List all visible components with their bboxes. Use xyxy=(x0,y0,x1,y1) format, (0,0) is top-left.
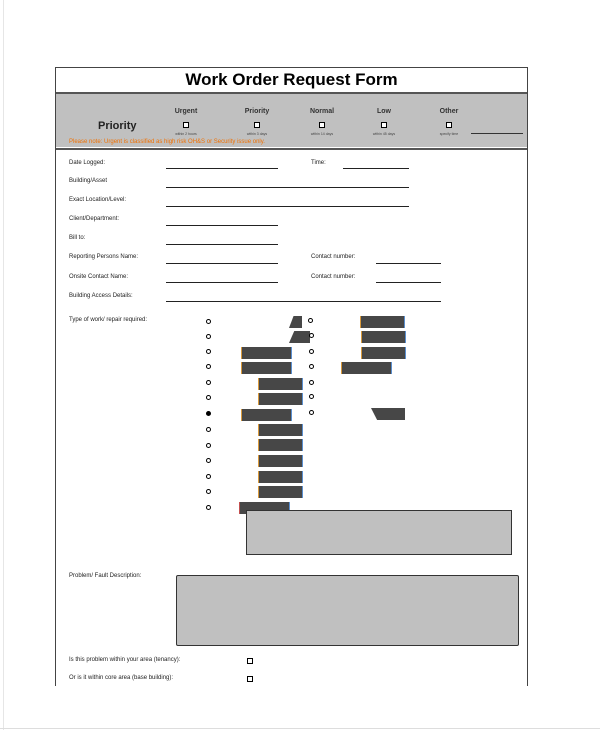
work-type-radio[interactable] xyxy=(206,349,211,354)
option-sub: within 2 hours xyxy=(175,132,197,136)
other-work-description-field[interactable] xyxy=(246,510,512,555)
work-type-radio[interactable] xyxy=(309,364,314,369)
tenancy-checkbox[interactable] xyxy=(247,658,253,664)
redacted-label xyxy=(241,362,292,374)
reporting-person-field[interactable] xyxy=(166,263,278,264)
other-specify-field[interactable] xyxy=(471,133,523,134)
option-name: Normal xyxy=(309,108,335,115)
work-type-radio[interactable] xyxy=(309,333,314,338)
priority-option-low xyxy=(354,108,414,136)
page-bottom-edge xyxy=(0,728,600,729)
redacted-label xyxy=(289,316,302,328)
option-name: Other xyxy=(439,108,459,115)
redacted-label xyxy=(241,409,292,421)
problem-description-field[interactable] xyxy=(176,575,519,646)
other-checkbox[interactable] xyxy=(446,122,452,128)
option-name: Low xyxy=(377,108,391,115)
priority-option-other xyxy=(419,108,479,136)
client-department-label: Client/Department: xyxy=(69,216,120,222)
date-logged-label: Date Logged: xyxy=(69,160,106,166)
redacted-label xyxy=(371,408,405,420)
form-title: Work Order Request Form xyxy=(185,70,398,89)
priority-option-normal xyxy=(292,108,352,136)
low-checkbox[interactable] xyxy=(381,122,387,128)
building-access-field[interactable] xyxy=(166,301,441,302)
work-type-radio[interactable] xyxy=(308,318,313,323)
priority-option-urgent xyxy=(156,108,216,136)
option-name: Urgent xyxy=(174,108,198,115)
redacted-label xyxy=(258,439,303,451)
building-access-label: Building Access Details: xyxy=(69,293,133,299)
exact-location-field[interactable] xyxy=(166,206,409,207)
contact-number-1-label: Contact number: xyxy=(311,254,356,260)
redacted-label xyxy=(361,347,406,359)
work-type-radio[interactable] xyxy=(206,505,211,510)
work-type-radio[interactable] xyxy=(206,319,211,324)
work-order-form xyxy=(55,67,528,686)
redacted-label xyxy=(258,424,303,436)
redacted-label xyxy=(360,316,405,328)
work-type-radio[interactable] xyxy=(206,474,211,479)
tenancy-question-label: Is this problem within your area (tenancy): xyxy=(69,657,181,663)
priority-label: Priority xyxy=(98,120,137,132)
priority-note: Please note: Urgent is classified as high risk OH&S or Security issue only. xyxy=(69,139,265,145)
option-sub: within 45 days xyxy=(372,132,396,136)
redacted-label xyxy=(258,486,303,498)
redacted-label xyxy=(258,393,303,405)
redacted-label xyxy=(361,331,406,343)
work-type-radio[interactable] xyxy=(309,394,314,399)
redacted-label xyxy=(258,471,303,483)
work-type-radio[interactable] xyxy=(309,349,314,354)
client-department-field[interactable] xyxy=(166,225,278,226)
contact-number-2-label: Contact number: xyxy=(311,274,356,280)
work-type-radio[interactable] xyxy=(309,410,314,415)
time-field[interactable] xyxy=(343,168,409,169)
header-divider xyxy=(56,148,527,150)
work-type-radio[interactable] xyxy=(206,427,211,432)
priority-checkbox[interactable] xyxy=(254,122,260,128)
problem-description-label: Problem/ Fault Description: xyxy=(69,573,142,579)
work-type-label: Type of work/ repair required: xyxy=(69,317,148,323)
page-edge xyxy=(3,0,4,730)
work-type-radio[interactable] xyxy=(206,380,211,385)
work-type-radio[interactable] xyxy=(206,443,211,448)
time-label: Time: xyxy=(311,160,326,166)
onsite-contact-label: Onsite Contact Name: xyxy=(69,274,129,280)
urgent-checkbox[interactable] xyxy=(183,122,189,128)
building-asset-label: Building/Asset xyxy=(69,178,108,184)
date-logged-field[interactable] xyxy=(166,168,278,169)
building-asset-field[interactable] xyxy=(166,187,409,188)
redacted-label xyxy=(258,378,303,390)
option-sub: specify time xyxy=(439,132,459,136)
exact-location-label: Exact Location/Level: xyxy=(69,197,127,203)
work-type-radio[interactable] xyxy=(206,364,211,369)
option-sub: within 14 days xyxy=(310,132,334,136)
redacted-label xyxy=(241,347,292,359)
priority-header xyxy=(56,92,527,147)
work-type-radio[interactable] xyxy=(309,380,314,385)
redacted-label xyxy=(289,331,310,343)
bill-to-label: Bill to: xyxy=(69,235,86,241)
contact-number-1-field[interactable] xyxy=(376,263,441,264)
option-sub: within 3 days xyxy=(246,132,268,136)
base-building-checkbox[interactable] xyxy=(247,676,253,682)
base-building-question-label: Or is it within core area (base building): xyxy=(69,675,174,681)
reporting-person-label: Reporting Persons Name: xyxy=(69,254,139,260)
work-type-radio[interactable] xyxy=(206,334,211,339)
redacted-label xyxy=(341,362,392,374)
work-type-radio[interactable] xyxy=(206,489,211,494)
onsite-contact-field[interactable] xyxy=(166,282,278,283)
priority-option-priority xyxy=(227,108,287,136)
bill-to-field[interactable] xyxy=(166,244,278,245)
redacted-label xyxy=(258,455,303,467)
work-type-radio[interactable] xyxy=(206,458,211,463)
work-type-radio-selected[interactable] xyxy=(206,411,211,416)
work-type-radio[interactable] xyxy=(206,395,211,400)
contact-number-2-field[interactable] xyxy=(376,282,441,283)
normal-checkbox[interactable] xyxy=(319,122,325,128)
option-name: Priority xyxy=(244,108,270,115)
